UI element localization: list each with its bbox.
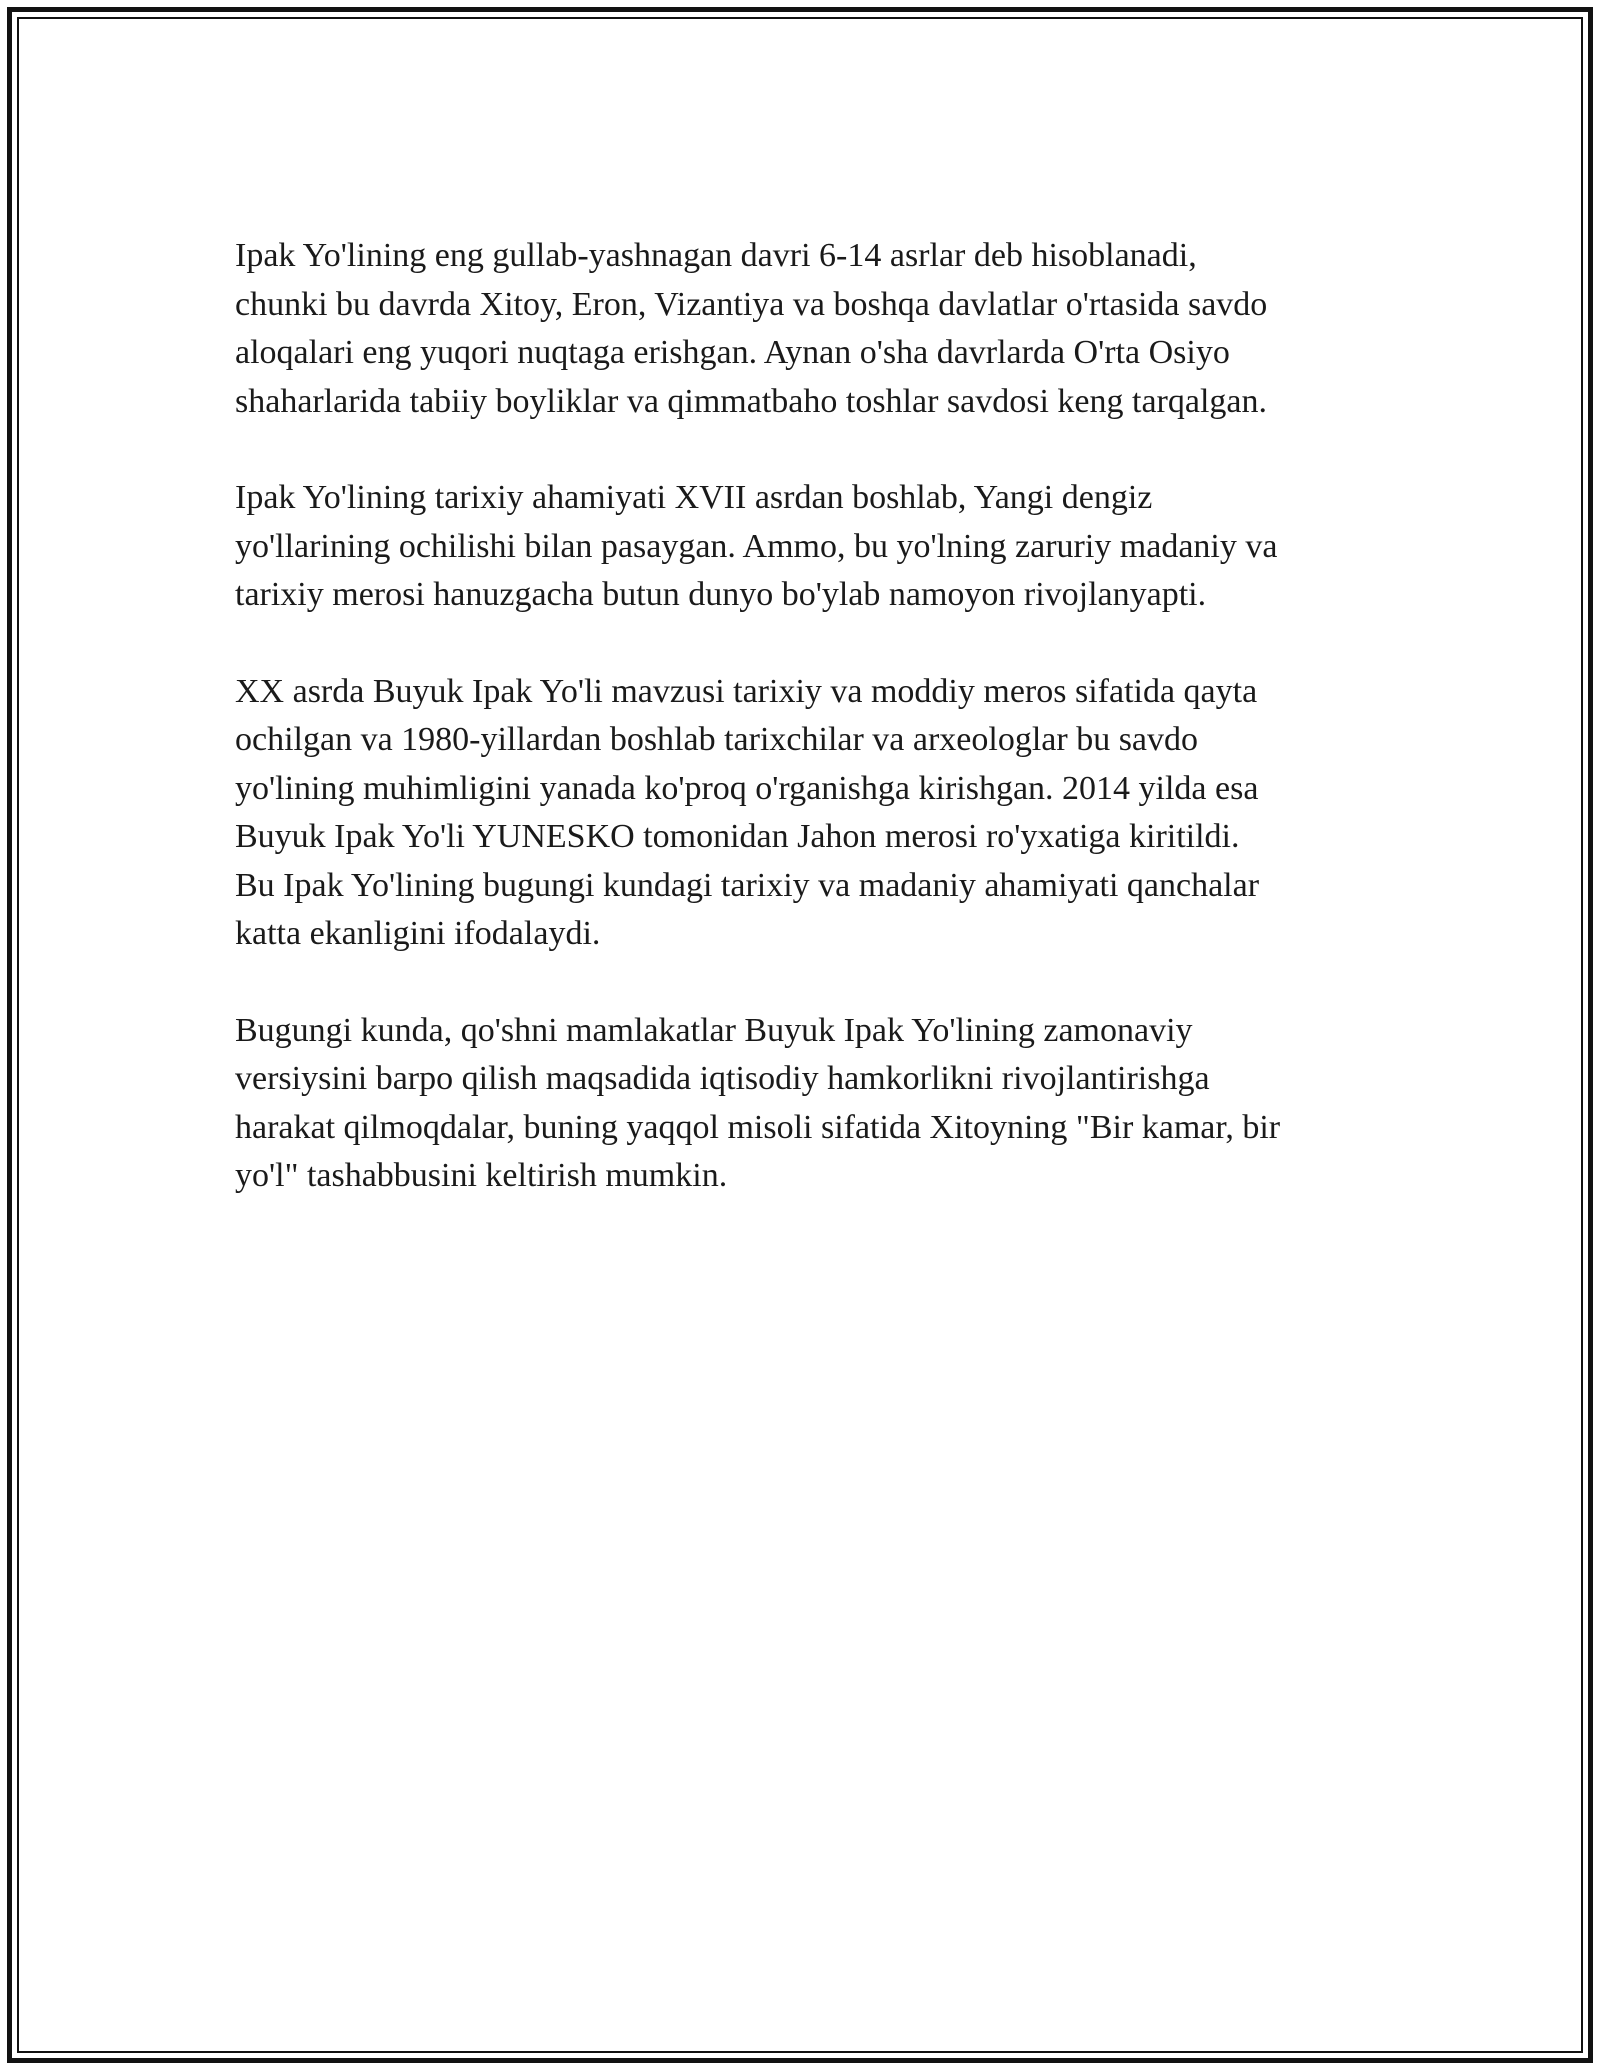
paragraph-1: Ipak Yo'lining eng gullab-yashnagan davri 6-14 asrlar deb hisoblanadi, chunki bu davrda Xitoy, Eron, Vizantiya va boshqa davlatlar o'rtasida savdo aloqalari eng yuqori nuqtaga erishgan. Aynan o'sha davrlarda O'rta Osiyo shaharlarida tabiiy boyliklar va qimmatbaho toshlar savdosi keng tarqalgan.	[235, 237, 1268, 420]
paragraph-2: Ipak Yo'lining tarixiy ahamiyati XVII asrdan boshlab, Yangi dengiz yo'llarining ochilishi bilan pasaygan. Ammo, bu yo'lning zaruriy madaniy va tarixiy merosi hanuzgacha butun dunyo bo'ylab namoyon rivojlanyapti.	[235, 479, 1278, 613]
paragraph-3: XX asrda Buyuk Ipak Yo'li mavzusi tarixiy va moddiy meros sifatida qayta ochilgan va 1980-yillardan boshlab tarixchilar va arxeologlar bu savdo yo'lining muhimligini yanada ko'proq o'rganishga kirishgan. 2014 yilda esa Buyuk Ipak Yo'li YUNESKO tomonidan Jahon merosi ro'yxatiga kiritildi. Bu Ipak Yo'lining bugungi kundagi tarixiy va madaniy ahamiyati qanchalar katta ekanligini ifodalaydi.	[235, 672, 1260, 952]
document-body	[235, 232, 1375, 1249]
paragraph-4: Bugungi kunda, qo'shni mamlakatlar Buyuk Ipak Yo'lining zamonaviy versiysini barpo qilish maqsadida iqtisodiy hamkorlikni rivojlantirishga harakat qilmoqdalar, buning yaqqol misoli sifatida Xitoyning "Bir kamar, bir yo'l" tashabbusini keltirish mumkin.	[235, 1011, 1281, 1194]
